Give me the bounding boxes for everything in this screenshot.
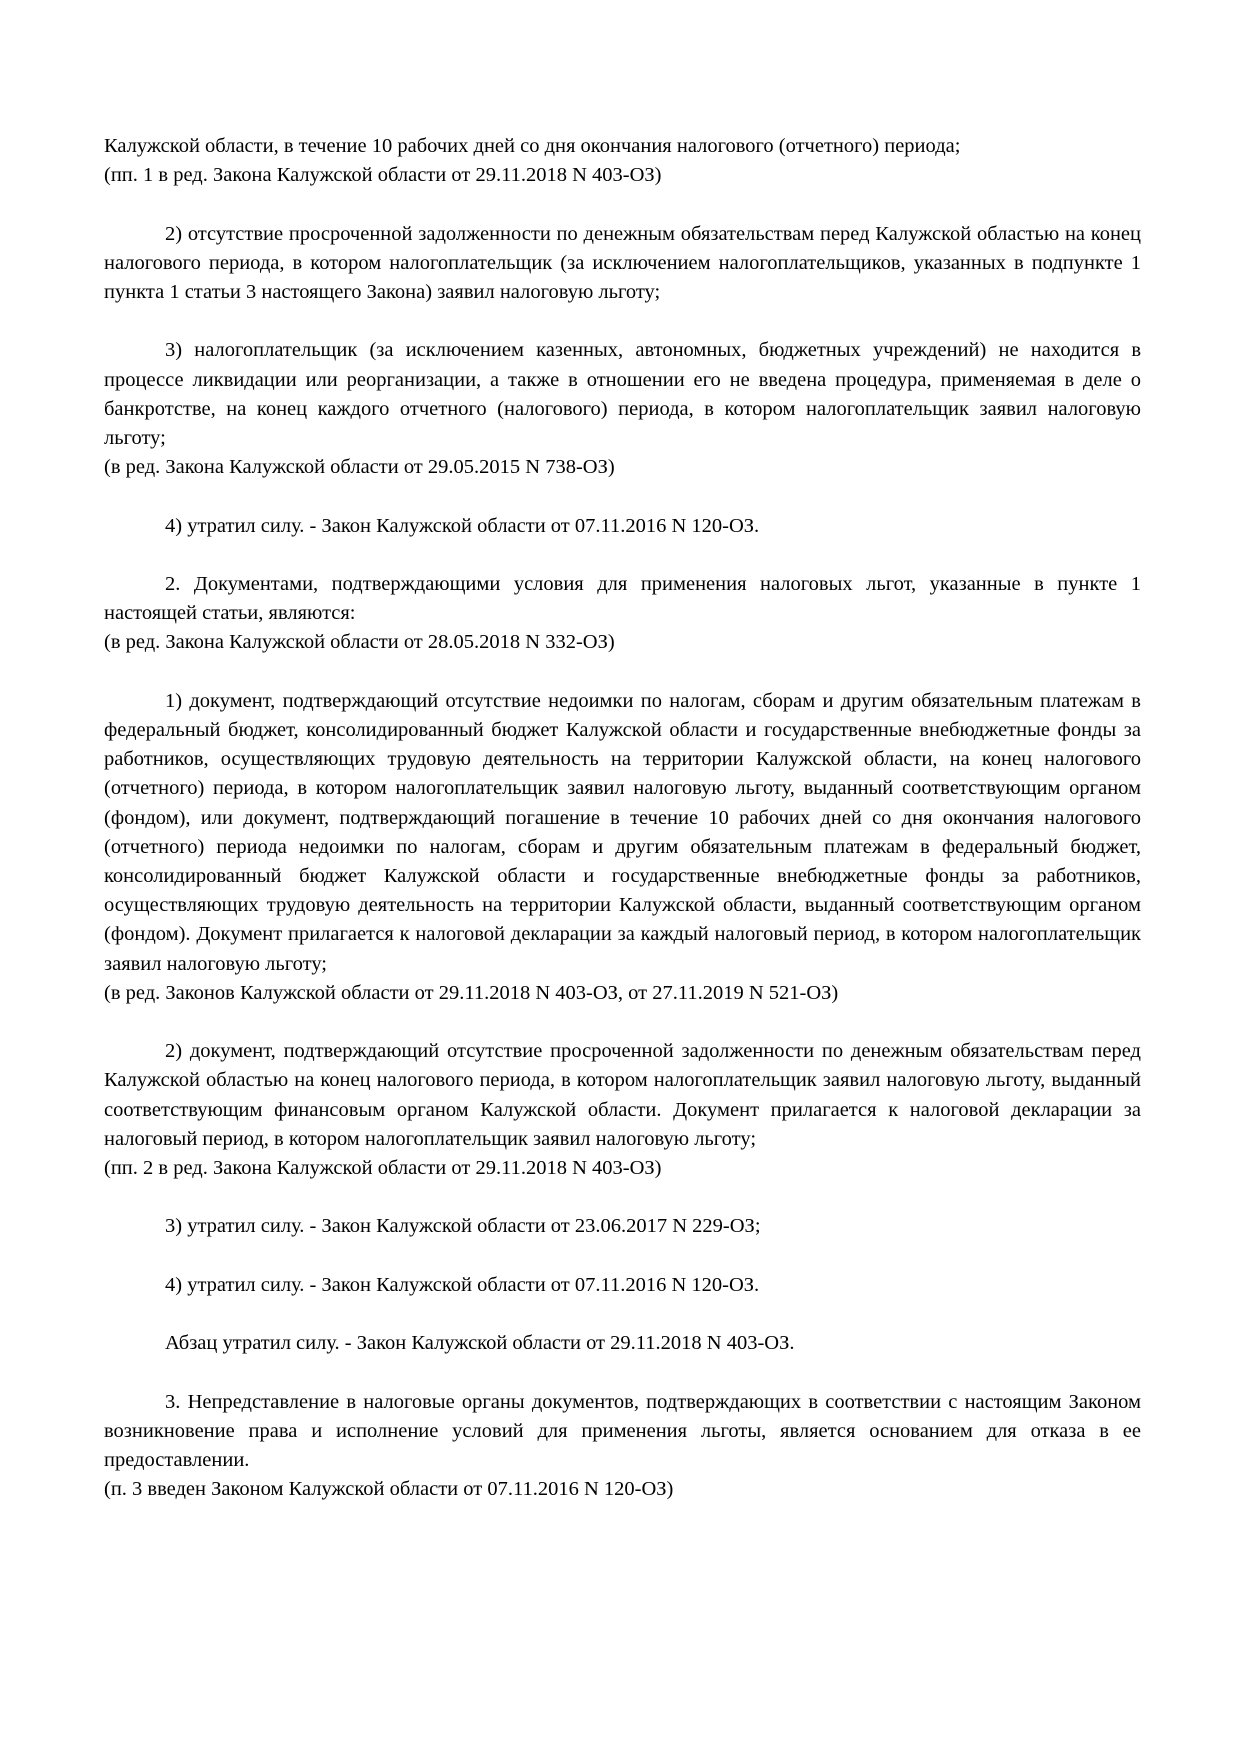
- paragraph-clause-2: 2. Документами, подтверждающими условия для применения налоговых льгот, указанные в пункте 1 настоящей статьи, являются:: [104, 572, 1141, 625]
- paragraph-doc-item-4: 4) утратил силу. - Закон Калужской области от 07.11.2016 N 120-ОЗ.: [165, 1273, 760, 1296]
- editorial-note-4: (в ред. Законов Калужской области от 29.11.2018 N 403-ОЗ, от 27.11.2019 N 521-ОЗ): [104, 981, 839, 1004]
- paragraph-item-3: 3) налогоплательщик (за исключением казенных, автономных, бюджетных учреждений) не находится в процессе ликвидации или реорганизации, а также в отношении его не введена процедура, применяемая в деле о банкротстве, на конец каждого отчетного (налогового) периода, в котором налогоплательщик заявил налоговую льготу;: [104, 339, 1141, 449]
- spacer: [104, 1242, 1141, 1271]
- document-body: [104, 132, 1141, 1504]
- paragraph-abzac-repealed: Абзац утратил силу. - Закон Калужской области от 29.11.2018 N 403-ОЗ.: [165, 1332, 795, 1355]
- paragraph-continued-clause-1: Калужской области, в течение 10 рабочих дней со дня окончания налогового (отчетного) периода;: [104, 135, 961, 157]
- paragraph-doc-item-3: 3) утратил силу. - Закон Калужской области от 23.06.2017 N 229-ОЗ;: [165, 1215, 761, 1238]
- paragraph-clause-3: 3. Непредставление в налоговые органы документов, подтверждающих в соответствии с настоящим Законом возникновение права и исполнение условий для применения льготы, является основанием для отказа в ее предоставлении.: [104, 1390, 1141, 1471]
- spacer: [104, 307, 1141, 336]
- spacer: [104, 1183, 1141, 1212]
- editorial-note-3: (в ред. Закона Калужской области от 28.05.2018 N 332-ОЗ): [104, 631, 615, 654]
- editorial-note-1: (пп. 1 в ред. Закона Калужской области от 29.11.2018 N 403-ОЗ): [104, 164, 662, 187]
- editorial-note-2: (в ред. Закона Калужской области от 29.05.2015 N 738-ОЗ): [104, 456, 615, 479]
- paragraph-doc-item-1: 1) документ, подтверждающий отсутствие недоимки по налогам, сборам и другим обязательным платежам в федеральный бюджет, консолидированный бюджет Калужской области и государственные внебюджетные фонды за работников, осуществляющих трудовую деятельность на территории Калужской области, на конец налогового (отчетного) периода, в котором налогоплательщик заявил налоговую льготу, выданный соответствующим органом (фондом), или документ, подтверждающий погашение в течение 10 рабочих дней со дня окончания налогового (отчетного) периода недоимки по налогам, сборам и другим обязательным платежам в федеральный бюджет, консолидированный бюджет Калужской области и государственные внебюджетные фонды за работников, осуществляющих трудовую деятельность на территории Калужской области, выданный соответствующим органом (фондом). Документ прилагается к налоговой декларации за каждый налоговый период, в котором налогоплательщик заявил налоговую льготу;: [104, 689, 1141, 975]
- spacer: [104, 658, 1141, 687]
- spacer: [104, 482, 1141, 511]
- paragraph-item-2: 2) отсутствие просроченной задолженности по денежным обязательствам перед Калужской областью на конец налогового периода, в котором налогоплательщик (за исключением налогоплательщиков, указанных в подпункте 1 пункта 1 статьи 3 настоящего Закона) заявил налоговую льготу;: [104, 222, 1141, 303]
- spacer: [104, 190, 1141, 219]
- editorial-note-6: (п. 3 введен Законом Калужской области от 07.11.2016 N 120-ОЗ): [104, 1478, 674, 1501]
- paragraph-item-4: 4) утратил силу. - Закон Калужской области от 07.11.2016 N 120-ОЗ.: [165, 514, 760, 537]
- spacer: [104, 541, 1141, 570]
- spacer: [104, 1358, 1141, 1387]
- spacer: [104, 1300, 1141, 1329]
- paragraph-doc-item-2: 2) документ, подтверждающий отсутствие просроченной задолженности по денежным обязательствам перед Калужской областью на конец налогового периода, в котором налогоплательщик заявил налоговую льготу, выданный соответствующим финансовым органом Калужской области. Документ прилагается к налоговой декларации за налоговый период, в котором налогоплательщик заявил налоговую льготу;: [104, 1040, 1141, 1150]
- editorial-note-5: (пп. 2 в ред. Закона Калужской области от 29.11.2018 N 403-ОЗ): [104, 1157, 662, 1180]
- spacer: [104, 1008, 1141, 1037]
